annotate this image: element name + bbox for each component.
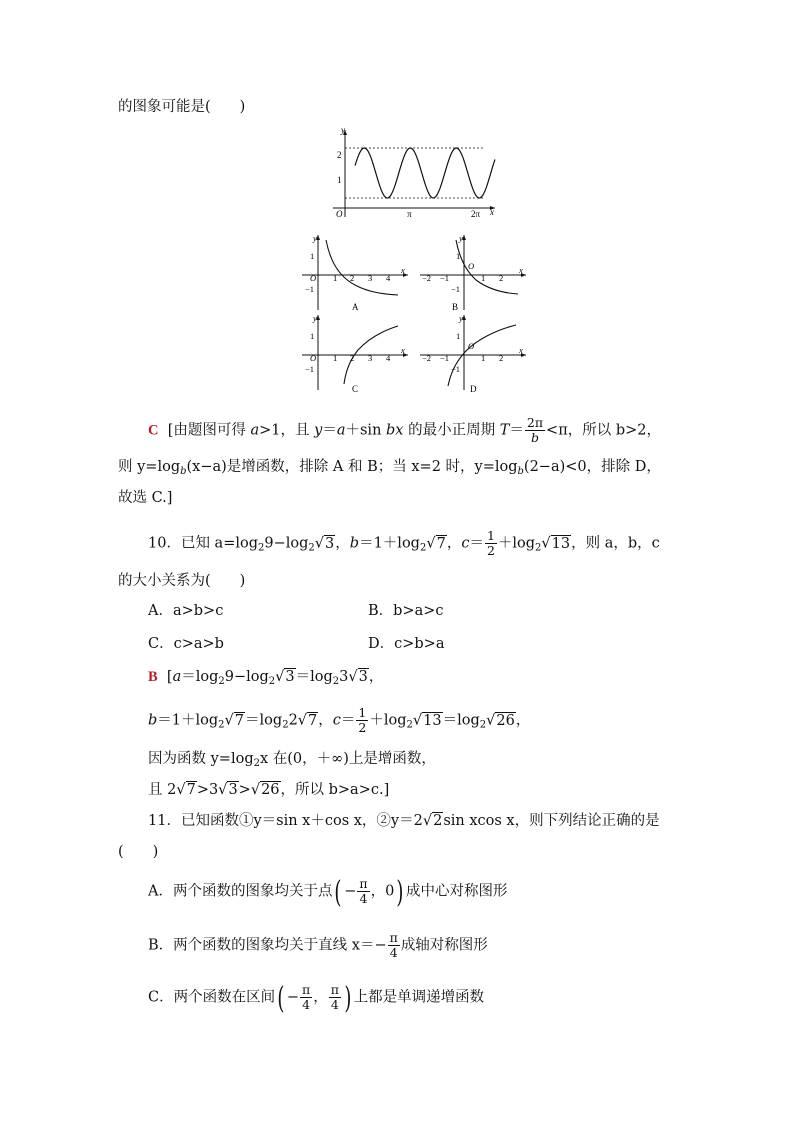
- main-y-label: y: [341, 125, 345, 135]
- option-graph-d: [418, 312, 530, 394]
- svg-text:−2: −2: [422, 273, 432, 283]
- main-x-label: x: [490, 207, 494, 217]
- option-label-a: A: [352, 302, 359, 312]
- svg-text:1: 1: [481, 353, 486, 363]
- q11-option-a: A．两个函数的图象均关于点( − $\frac{\pi}{4}$ ，0) 成中心对称图形: [148, 874, 508, 910]
- option-graph-c: [300, 312, 412, 394]
- q11-option-c: C．两个函数在区间( − $\frac{\pi}{4}$ ， $\frac{\pi}{4}$ ) 上都是单调递增函数: [148, 980, 485, 1016]
- svg-text:O: O: [468, 341, 475, 351]
- q9-stem-tail: 的图象可能是( ): [118, 99, 246, 115]
- svg-text:1: 1: [333, 353, 338, 363]
- main-x-tick-2pi: 2π: [471, 209, 481, 219]
- svg-text:2: 2: [350, 273, 355, 283]
- q9-answer-letter: C: [148, 422, 159, 439]
- q11-stem: 11．已知函数①y＝sin x＋cos x，②y＝2√2sin xcos x，则下列结论正确的是: [148, 813, 660, 829]
- svg-text:y: y: [313, 313, 317, 323]
- q10-solution-line4: 且 2√7>3√3>√26，所以 b>a>c.]: [148, 782, 390, 798]
- q9-solution-line3: 故选 C.]: [118, 490, 173, 506]
- q10-solution-line3: 因为函数 $y=\log_2x$ 在(0，＋∞)上是增函数，: [148, 751, 436, 769]
- svg-text:2: 2: [499, 353, 504, 363]
- q9-solution-line1: C [由题图可得 a>1，且 y＝a＋sin bx 的最小正周期 T＝ $\frac{2\pi}{b}$ <π，所以 b>2，: [148, 415, 661, 445]
- q10-solution-line2: $b=1+\log_2√7=\log_22√7$，c＝ $\frac{1}{2}$ $+\log_2√13=\log_2√26$，: [148, 705, 531, 735]
- main-y-tick-2: 2: [337, 150, 342, 160]
- q10-answer-letter: B: [148, 669, 158, 685]
- svg-text:1: 1: [456, 331, 461, 341]
- svg-text:4: 4: [386, 273, 391, 283]
- svg-text:2: 2: [499, 273, 504, 283]
- option-graph-b: [418, 232, 530, 314]
- svg-text:−1: −1: [440, 273, 450, 283]
- svg-text:1: 1: [310, 331, 315, 341]
- svg-text:−1: −1: [451, 364, 461, 374]
- svg-text:x: x: [519, 345, 523, 355]
- svg-text:−2: −2: [422, 353, 432, 363]
- main-origin: O: [336, 209, 343, 219]
- option-label-d: D: [470, 384, 477, 394]
- svg-text:y: y: [459, 313, 463, 323]
- svg-text:x: x: [401, 345, 405, 355]
- option-graph-a: [300, 232, 412, 314]
- main-sine-graph: [325, 125, 500, 220]
- svg-text:y: y: [313, 233, 317, 243]
- svg-text:3: 3: [368, 273, 373, 283]
- svg-text:1: 1: [333, 273, 338, 283]
- main-x-tick-pi: π: [407, 209, 412, 219]
- svg-text:1: 1: [481, 273, 486, 283]
- q10-stem: 10．已知 $a=\log_29-\log_2√3$，$b=1+\log_2√7$，c＝ $\frac{1}{2}$ $+\log_2√13$，则 a，b，c: [148, 528, 660, 558]
- svg-text:−1: −1: [305, 364, 315, 374]
- q10-solution-line1: B [$a=\log_29-\log_2√3=\log_23√3$，: [148, 669, 384, 687]
- q10-option-b: B．b>a>c: [368, 603, 444, 619]
- svg-text:−1: −1: [451, 284, 461, 294]
- q10-option-c: C．c>a>b: [148, 636, 224, 652]
- svg-text:4: 4: [386, 353, 391, 363]
- svg-text:O: O: [310, 273, 317, 283]
- svg-text:−1: −1: [305, 284, 315, 294]
- q10-option-a: A．a>b>c: [148, 603, 224, 619]
- svg-text:O: O: [310, 353, 317, 363]
- main-y-tick-1: 1: [337, 175, 342, 185]
- svg-text:1: 1: [310, 251, 315, 261]
- svg-text:2: 2: [350, 353, 355, 363]
- q11-option-b: B．两个函数的图象均关于直线 x＝− $\frac{\pi}{4}$ 成轴对称图形: [148, 930, 488, 960]
- q11-paren: ( ): [118, 844, 159, 860]
- q9-solution-line2: 则 $y=\log_b(x-a)$是增函数，排除 A 和 B；当 x=2 时，$y=\log_b(2-a)<0$，排除 D，: [118, 459, 661, 477]
- svg-text:1: 1: [456, 251, 461, 261]
- svg-text:3: 3: [368, 353, 373, 363]
- q9-period-fraction: $\frac{2\pi}{b}$: [526, 415, 544, 445]
- svg-text:O: O: [468, 261, 475, 271]
- q10-option-d: D．c>b>a: [368, 636, 445, 652]
- svg-text:y: y: [459, 233, 463, 243]
- svg-text:−1: −1: [440, 353, 450, 363]
- q10-stem-line2: 的大小关系为( ): [118, 573, 246, 589]
- svg-text:x: x: [401, 265, 405, 275]
- option-label-b: B: [452, 302, 459, 312]
- svg-text:x: x: [519, 265, 523, 275]
- option-label-c: C: [352, 384, 359, 394]
